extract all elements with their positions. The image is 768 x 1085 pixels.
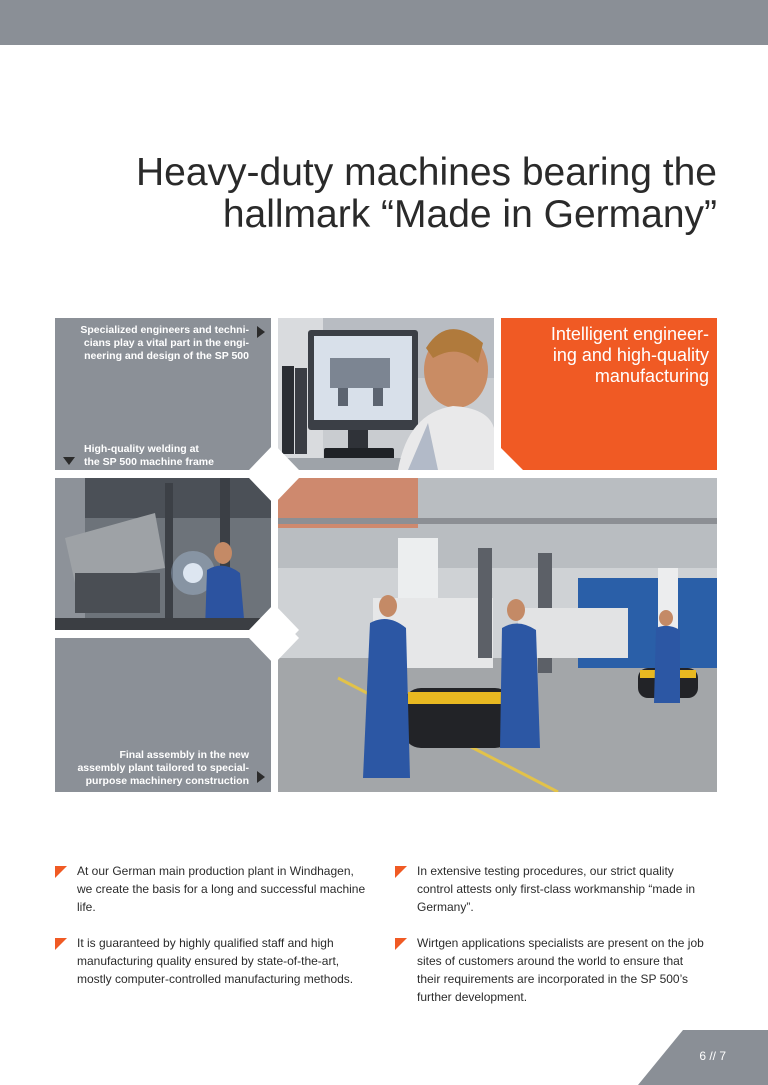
caption-assembly-line-1: Final assembly in the new: [119, 749, 249, 761]
orange-bullet-icon: [55, 938, 67, 950]
photo-engineer-computer: [278, 318, 494, 470]
caption-engineers-line-3: neering and design of the SP 500: [84, 350, 249, 362]
orange-line-3: manufacturing: [594, 366, 709, 386]
orange-line-2: ing and high-quality: [552, 345, 709, 365]
arrow-down-icon: [63, 457, 75, 465]
orange-highlight-panel: [501, 318, 717, 470]
bullet-line: control attests only first-class workmanship “made in: [417, 882, 696, 896]
bullet-line: At our German main production plant in Windhagen,: [77, 864, 354, 878]
bullet-item: [395, 862, 725, 922]
caption-assembly-line-2: assembly plant tailored to special-: [77, 762, 249, 774]
bullet-item: [55, 934, 385, 994]
caption-assembly-line-3: purpose machinery construction: [85, 775, 249, 787]
orange-bullet-icon: [395, 866, 407, 878]
bullet-line: sites of customers around the world to ensure that: [417, 954, 684, 968]
caption-assembly: [55, 749, 249, 788]
caption-welding-line-2: the SP 500 machine frame: [84, 456, 214, 468]
caption-engineers-line-1: Specialized engineers and techni-: [80, 324, 249, 336]
arrow-right-icon: [257, 771, 265, 783]
bullet-line: It is guaranteed by highly qualified staff and high: [77, 936, 334, 950]
bullet-line: further development.: [417, 990, 528, 1004]
photo-assembly-plant: [278, 478, 717, 792]
bullets-left-column: [55, 862, 385, 1002]
bullet-line: In extensive testing procedures, our strict quality: [417, 864, 674, 878]
caption-engineers: [55, 324, 249, 363]
bullet-line: Wirtgen applications specialists are present on the job: [417, 936, 704, 950]
bullets-right-column: [395, 862, 725, 1012]
orange-bullet-icon: [395, 938, 407, 950]
bullet-line: mostly computer-controlled manufacturing methods.: [77, 972, 354, 986]
caption-engineers-line-2: cians play a vital part in the engi-: [83, 337, 249, 349]
bullet-line: their requirements are incorporated in the SP 500’s: [417, 972, 689, 986]
page-headline: [60, 152, 717, 236]
bullet-line: we create the basis for a long and successful machine: [77, 882, 366, 896]
page-number: 6 // 7: [699, 1049, 726, 1063]
orange-line-1: Intelligent engineer-: [550, 324, 709, 344]
bullet-line: life.: [77, 900, 96, 914]
caption-tile-bottom: [55, 638, 271, 792]
headline-line-1: Heavy-duty machines bearing the: [136, 151, 717, 194]
caption-tile-top: [55, 318, 271, 470]
headline-line-2: hallmark “Made in Germany”: [222, 193, 717, 236]
arrow-right-icon: [257, 326, 265, 338]
bullet-line: Germany”.: [417, 900, 474, 914]
orange-bullet-icon: [55, 866, 67, 878]
bullet-item: [55, 862, 385, 922]
orange-panel-text: [509, 324, 709, 387]
top-bar: [0, 0, 768, 45]
caption-welding: [84, 443, 264, 469]
caption-welding-line-1: High-quality welding at: [84, 443, 199, 455]
bullet-line: manufacturing quality ensured by state-of-the-art,: [77, 954, 340, 968]
photo-welding: [55, 478, 271, 630]
bullet-item: [395, 934, 725, 1012]
